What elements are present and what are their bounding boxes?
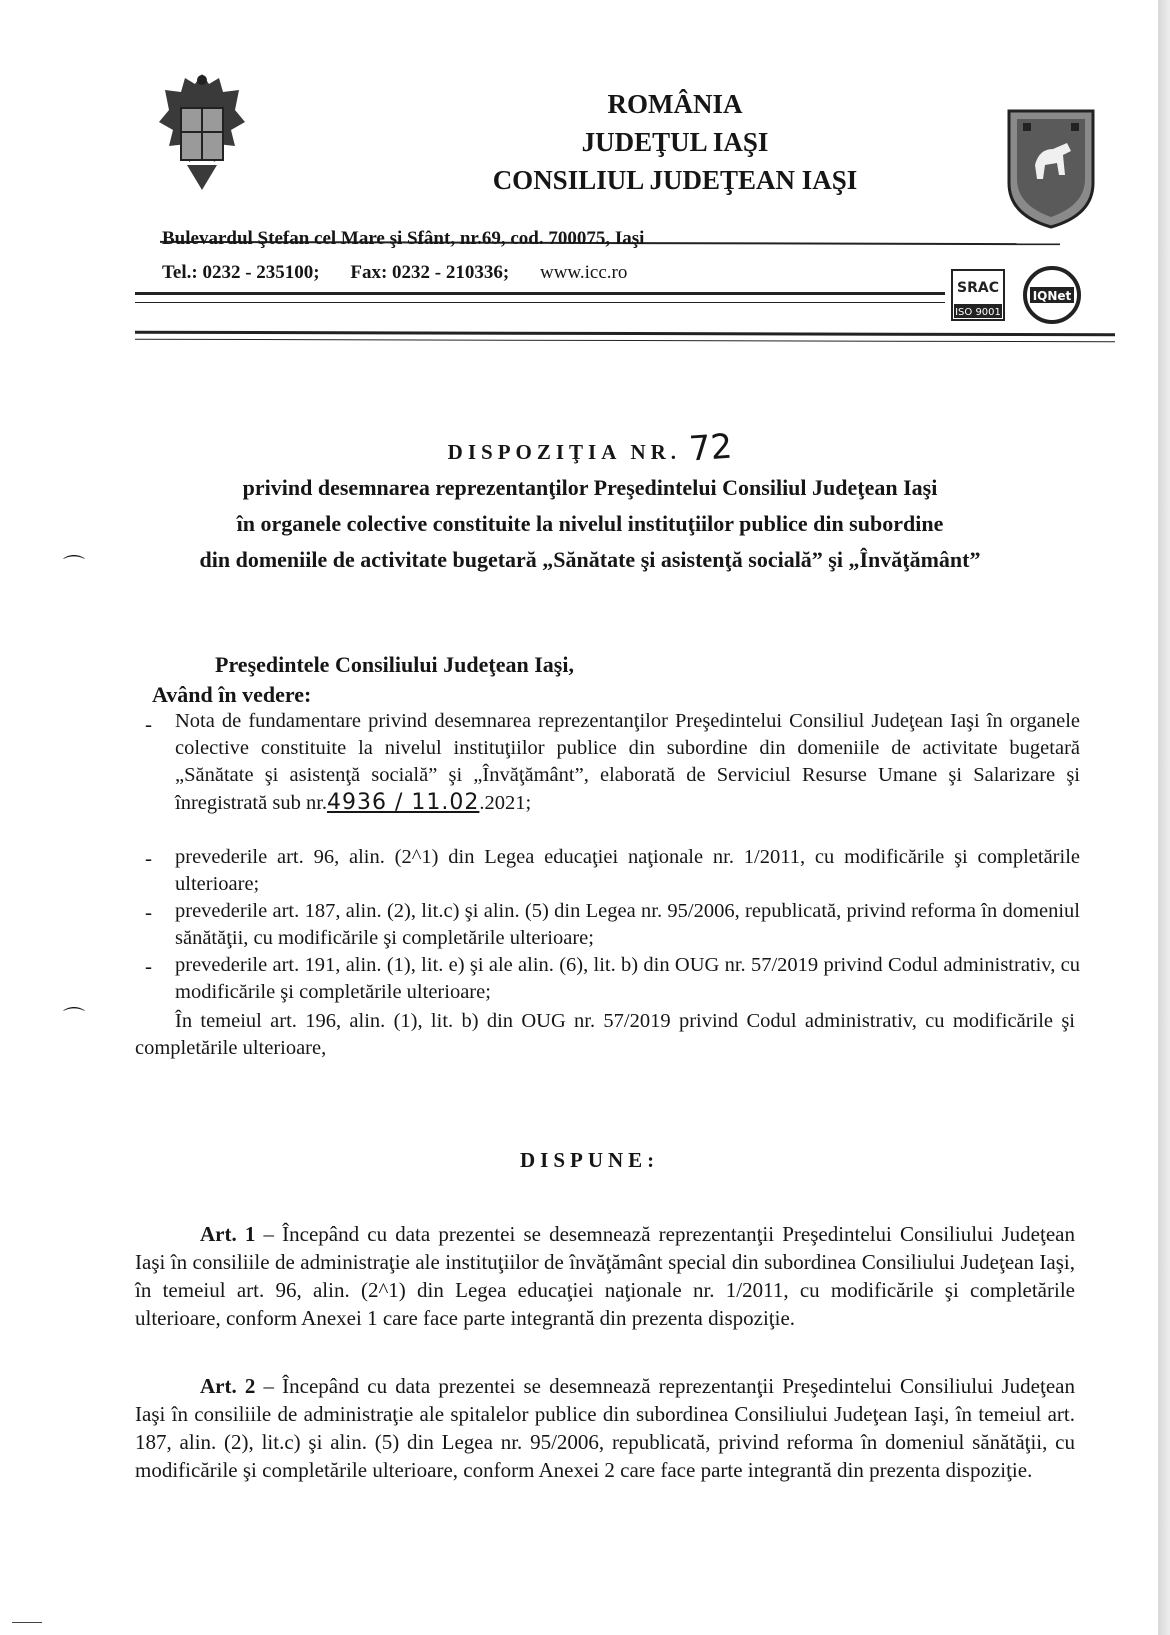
header-rule-1 <box>135 292 945 295</box>
contact-line <box>162 262 653 284</box>
phone-text: Tel.: 0232 - 235100; <box>162 262 320 283</box>
address-line: Bulevardul Ştefan cel Mare şi Sfânt, nr.69, cod. 700075, Iaşi <box>162 228 645 249</box>
disposition-title-block <box>150 426 1030 578</box>
institution-header <box>400 85 950 199</box>
header-rule-4 <box>135 339 1115 343</box>
fax-text: Fax: 0232 - 210336; <box>350 262 510 283</box>
dispune-heading: DISPUNE: <box>520 1148 660 1172</box>
disposition-heading <box>150 426 1030 470</box>
list-bullet: - <box>145 846 152 870</box>
consideration-item: prevederile art. 96, alin. (2^1) din Legea educaţiei naţionale nr. 1/2011, cu modificările şi completările ulterioare; <box>175 846 1080 895</box>
iasi-county-coat-of-arms-icon <box>1005 105 1097 230</box>
list-bullet: - <box>145 900 152 924</box>
title-line-2: în organele colective constituite la nivelul instituţiilor publice din subordine <box>236 511 944 536</box>
header-rule-2 <box>135 302 945 303</box>
disposition-number: 72 <box>687 426 734 470</box>
consideration-item: prevederile art. 191, alin. (1), lit. e) şi ale alin. (6), lit. b) din OUG nr. 57/2019 privind Codul administrativ, cu modificările şi completările ulterioare; <box>175 954 1080 1003</box>
srac-iso-certification-logo <box>950 268 1006 322</box>
website-text: www.icc.ro <box>539 262 628 283</box>
consideration-item: prevederile art. 187, alin. (2), lit.c) şi alin. (5) din Legea nr. 95/2006, republicată, privind reforma în domeniul sănătăţii, cu modificările şi completările ulterioare; <box>175 900 1080 949</box>
handwritten-registration-number: 4936 / 11.02 <box>327 790 480 815</box>
article-2-paragraph <box>135 1372 1075 1484</box>
article-2-text: – Începând cu data prezentei se desemnează reprezentanţii Preşedintelui Consiliului Judeţean Iaşi în consiliile de administraţie ale spitalelor publice din subordinea Consiliului Judeţean Iaşi, în temeiul art. 187, alin. (2), lit.c) şi alin. (5) din Legea nr. 95/2006, republicată, privind reforma în domeniul sănătăţii, cu modificările şi completările ulterioare, conform Anexei 2 care face parte integrantă din prezenta dispoziţie. <box>135 1374 1075 1482</box>
consideration-text: Nota de fundamentare privind desemnarea reprezentanţilor Preşedintelui Consiliul Judeţean Iaşi în organele colective constituite la nivelul instituţiilor publice din subordine din domeniile de activitate bugetară „Sănătate şi asistenţă socială” şi „Învăţământ”, elaborată de Serviciul Resurse Umane şi Salarizare şi înregistrată sub nr. <box>175 710 1080 814</box>
country-name: ROMÂNIA <box>607 89 743 119</box>
list-bullet: - <box>145 954 152 978</box>
margin-mark: ⌒ <box>63 1007 86 1032</box>
county-name: JUDEŢUL IAŞI <box>581 127 769 157</box>
consideration-item <box>175 708 1080 817</box>
header-rule-3 <box>135 331 1115 337</box>
president-heading: Preşedintele Consiliului Judeţean Iaşi, <box>215 652 574 677</box>
council-name: CONSILIUL JUDEŢEAN IAŞI <box>492 165 858 195</box>
romania-coat-of-arms-icon <box>157 70 247 195</box>
cert-2-label: IQNet <box>1032 289 1072 303</box>
title-line-1: privind desemnarea reprezentanţilor Preşedintelui Consiliul Judeţean Iaşi <box>242 475 938 500</box>
article-1-text: – Începând cu data prezentei se desemnează reprezentanţii Preşedintelui Consiliului Judeţean Iaşi în consiliile de administraţie ale instituţiilor de învăţământ special din subordinea Consiliului Judeţean Iaşi, în temeiul art. 96, alin. (2^1) din Legea educaţiei naţionale nr. 1/2011, cu modificările şi completările ulterioare, conform Anexei 1 care face parte integrantă din prezenta dispoziţie. <box>135 1222 1075 1330</box>
article-2-label: Art. 2 <box>200 1374 256 1398</box>
margin-mark: ⌒ <box>63 555 86 580</box>
iqnet-certification-logo <box>1022 265 1082 325</box>
bottom-margin-mark <box>12 1622 42 1623</box>
considering-heading: Având în vedere: <box>152 682 312 707</box>
list-bullet: - <box>145 712 152 736</box>
title-line-3: din domeniile de activitate bugetară „Sănătate şi asistenţă socială” şi „Învăţământ” <box>199 547 981 572</box>
cert-1-sub-label: ISO 9001 <box>955 307 1001 318</box>
legal-basis-paragraph: În temeiul art. 196, alin. (1), lit. b) din OUG nr. 57/2019 privind Codul administrativ, cu modificările şi completările ulterioare, <box>135 1010 1075 1059</box>
article-1-paragraph <box>135 1220 1075 1332</box>
disposition-label: DISPOZIŢIA NR. <box>447 440 682 464</box>
cert-1-label: SRAC <box>957 280 999 296</box>
page-edge-shadow <box>1158 0 1170 1635</box>
consideration-text-end: .2021; <box>479 792 532 814</box>
article-1-label: Art. 1 <box>200 1222 256 1246</box>
